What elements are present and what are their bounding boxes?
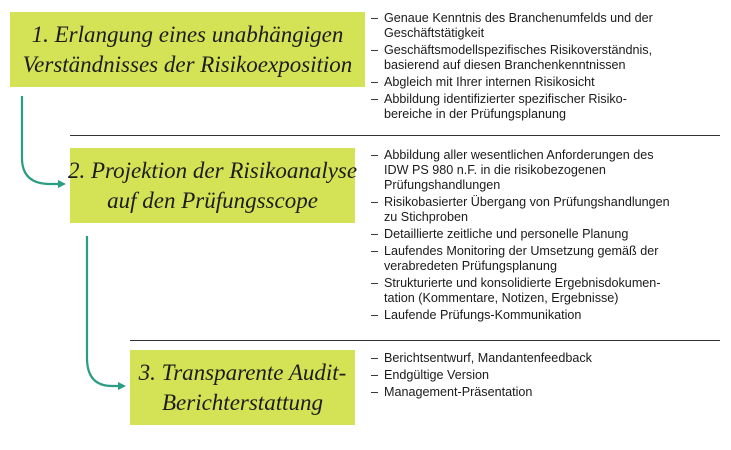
arrow-step1-to-step2 <box>22 96 63 184</box>
step-1-title-line-2: Verständnisses der Risikoexposition <box>22 51 353 77</box>
arrow-step2-to-step3 <box>87 236 123 386</box>
step-3-bullet-list <box>371 351 721 401</box>
list-item: – Strukturierte und konsolidierte Ergebnisdokumen- tation (Kommentare, Notizen, Ergebnisse) <box>371 276 661 306</box>
list-item: – Management-Präsentation <box>371 384 533 399</box>
step-3-box <box>130 350 355 425</box>
step-3-title-line-1: 3. Transparente Audit- <box>138 359 347 385</box>
step-1-title-line-1: 1. Erlangung eines unabhängigen <box>31 21 344 47</box>
list-item: – Abbildung aller wesentlichen Anforderungen des IDW PS 980 n.F. in die risikobezogenen Prüfungshandlungen <box>371 148 654 193</box>
divider-1 <box>70 135 720 136</box>
step-2-bullet-list <box>371 148 721 325</box>
step-1-box <box>10 12 365 87</box>
list-item: – Abbildung identifizierter spezifischer Risiko- bereiche in der Prüfungsplanung <box>371 91 627 121</box>
step-2-title-line-1: 2. Projektion der Risikoanalyse <box>67 157 358 183</box>
list-item: – Geschäftsmodellspezifisches Risikoverständnis, basierend auf diesen Branchenkenntnissen <box>371 43 653 73</box>
list-item: – Laufende Prüfungs-Kommunikation <box>371 308 582 322</box>
step-3-title-line-2: Berichterstattung <box>162 389 323 415</box>
list-item: – Genaue Kenntnis des Branchenumfelds und der Geschäftstätigkeit <box>371 11 653 41</box>
step-2-title-line-2: auf den Prüfungsscope <box>107 187 318 213</box>
step-2-box <box>67 148 358 223</box>
list-item: – Endgültige Version <box>371 367 490 382</box>
list-item: – Berichtsentwurf, Mandantenfeedback <box>371 351 592 365</box>
list-item: – Risikobasierter Übergang von Prüfungshandlungen zu Stichproben <box>371 195 670 225</box>
list-item: – Laufendes Monitoring der Umsetzung gemäß der verabredeten Prüfungsplanung <box>371 244 659 274</box>
divider-2 <box>130 340 720 341</box>
list-item: – Detaillierte zeitliche und personelle Planung <box>371 227 629 242</box>
list-item: – Abgleich mit Ihrer internen Risikosicht <box>371 75 595 89</box>
step-1-bullet-list <box>371 11 721 124</box>
